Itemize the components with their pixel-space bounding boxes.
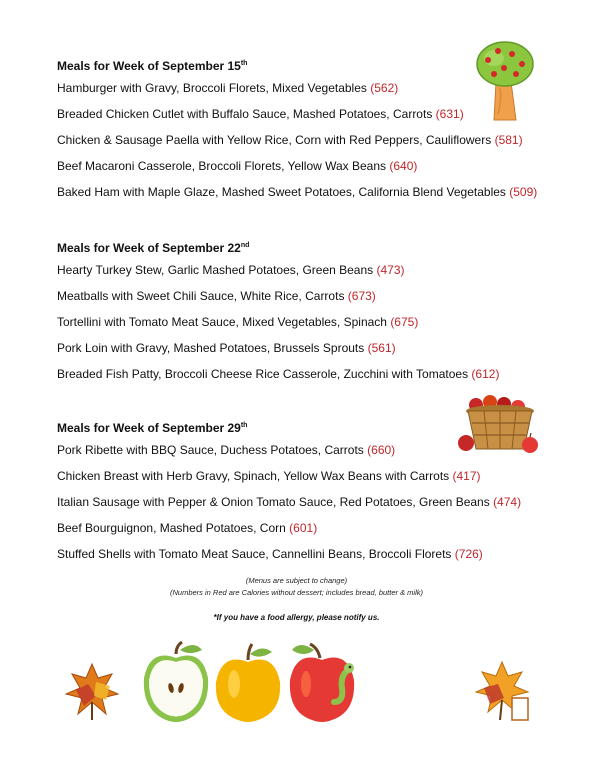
meal-item: Italian Sausage with Pepper & Onion Tomato Sauce, Red Potatoes, Green Beans (474) bbox=[57, 495, 522, 509]
section-title: Meals for Week of September 15th bbox=[57, 59, 248, 73]
yellow-apple-icon bbox=[212, 642, 284, 724]
calorie-count: (673) bbox=[347, 289, 376, 303]
meal-item: Meatballs with Sweet Chili Sauce, White Rice, Carrots (673) bbox=[57, 289, 376, 303]
calorie-count: (660) bbox=[367, 443, 396, 457]
note-calories-explained: (Numbers in Red are Calories without dessert; includes bread, butter & milk) bbox=[169, 588, 424, 597]
calorie-count: (509) bbox=[509, 185, 538, 199]
calorie-count: (561) bbox=[367, 341, 396, 355]
meal-item: Breaded Fish Patty, Broccoli Cheese Rice Casserole, Zucchini with Tomatoes (612) bbox=[57, 367, 500, 381]
meal-item: Beef Bourguignon, Mashed Potatoes, Corn (601) bbox=[57, 521, 318, 535]
apple-tree-icon bbox=[474, 38, 536, 124]
week-section-sep-22 bbox=[57, 239, 557, 387]
autumn-leaves-icon bbox=[474, 658, 536, 724]
calorie-count: (726) bbox=[454, 547, 483, 561]
meal-item: Stuffed Shells with Tomato Meat Sauce, Cannellini Beans, Broccoli Florets (726) bbox=[57, 547, 483, 561]
note-subject-to-change: (Menus are subject to change) bbox=[245, 576, 348, 585]
apple-half-icon bbox=[140, 640, 212, 724]
menu-notes bbox=[0, 575, 593, 599]
section-title: Meals for Week of September 29th bbox=[57, 421, 248, 435]
red-apple-worm-icon bbox=[286, 640, 360, 724]
autumn-leaves-icon bbox=[62, 660, 124, 722]
meal-item: Hearty Turkey Stew, Garlic Mashed Potatoes, Green Beans (473) bbox=[57, 263, 405, 277]
meal-item: Chicken Breast with Herb Gravy, Spinach, Yellow Wax Beans with Carrots (417) bbox=[57, 469, 481, 483]
calorie-count: (581) bbox=[494, 133, 523, 147]
calorie-count: (631) bbox=[435, 107, 464, 121]
meal-item: Pork Ribette with BBQ Sauce, Duchess Potatoes, Carrots (660) bbox=[57, 443, 396, 457]
calorie-count: (474) bbox=[493, 495, 522, 509]
allergy-notice: *If you have a food allergy, please notify us. bbox=[213, 613, 380, 622]
meal-item: Pork Loin with Gravy, Mashed Potatoes, Brussels Sprouts (561) bbox=[57, 341, 396, 355]
calorie-count: (473) bbox=[376, 263, 405, 277]
calorie-count: (640) bbox=[389, 159, 418, 173]
calorie-count: (562) bbox=[370, 81, 399, 95]
meal-item: Baked Ham with Maple Glaze, Mashed Sweet Potatoes, California Blend Vegetables (509) bbox=[57, 185, 538, 199]
calorie-count: (601) bbox=[289, 521, 318, 535]
calorie-count: (675) bbox=[390, 315, 419, 329]
section-title: Meals for Week of September 22nd bbox=[57, 241, 250, 255]
meal-item: Beef Macaroni Casserole, Broccoli Florets, Yellow Wax Beans (640) bbox=[57, 159, 418, 173]
apple-basket-icon bbox=[454, 393, 540, 459]
meal-item: Chicken & Sausage Paella with Yellow Rice, Corn with Red Peppers, Cauliflowers (581) bbox=[57, 133, 523, 147]
calorie-count: (612) bbox=[471, 367, 500, 381]
meal-item: Breaded Chicken Cutlet with Buffalo Sauce, Mashed Potatoes, Carrots (631) bbox=[57, 107, 464, 121]
calorie-count: (417) bbox=[452, 469, 481, 483]
meal-item: Hamburger with Gravy, Broccoli Florets, Mixed Vegetables (562) bbox=[57, 81, 399, 95]
meal-item: Tortellini with Tomato Meat Sauce, Mixed Vegetables, Spinach (675) bbox=[57, 315, 419, 329]
